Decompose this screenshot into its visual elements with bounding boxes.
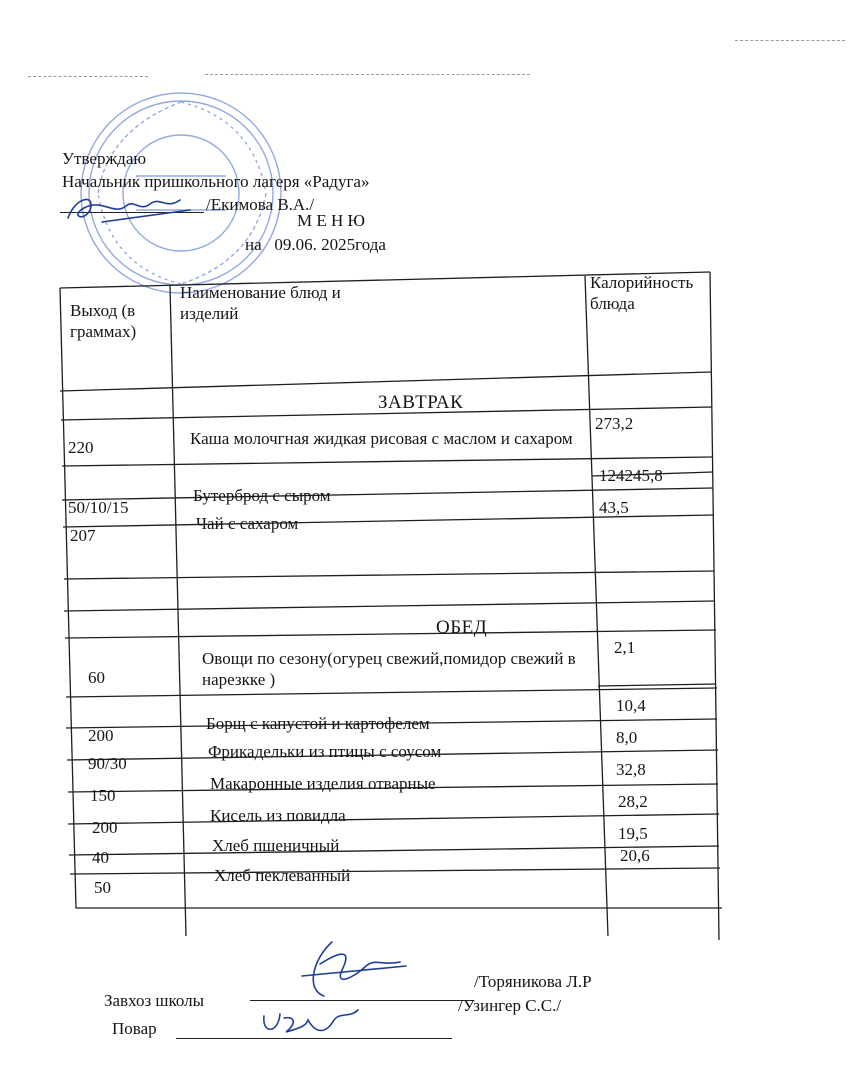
breakfast-row-name: Бутерброд с сыром <box>193 486 331 505</box>
approver-name: /Екимова В.А./ <box>206 195 315 214</box>
lunch-row-calories: 28,2 <box>618 792 648 811</box>
document-title: М Е Н Ю <box>297 211 365 230</box>
header-dish-name: Наименование блюд и изделий <box>180 283 341 324</box>
breakfast-row-yield: 207 <box>70 526 96 545</box>
lunch-row-name: Фрикадельки из птицы с соусом <box>208 742 442 761</box>
lunch-row-yield: 200 <box>92 818 118 837</box>
cook-signature <box>256 994 366 1049</box>
lunch-row-calories: 32,8 <box>616 760 646 779</box>
lunch-row-yield: 60 <box>88 668 105 687</box>
lunch-row-yield: 90/30 <box>88 754 127 773</box>
lunch-row-name: Хлеб пеклеванный <box>214 866 351 885</box>
scan-edge-line <box>735 40 845 41</box>
lunch-row-name: Хлеб пшеничный <box>212 836 340 855</box>
lunch-row-calories: 20,6 <box>620 846 650 865</box>
breakfast-row-name: Чай с сахаром <box>196 514 299 533</box>
breakfast-row-yield: 220 <box>68 438 94 457</box>
lunch-row-yield: 50 <box>94 878 111 897</box>
section-breakfast-title: ЗАВТРАК <box>378 392 464 413</box>
cook-name: /Узингер С.С./ <box>458 996 562 1015</box>
approver-position: Начальник пришкольного лагеря «Радуга» <box>62 172 370 191</box>
supply-manager-label: Завхоз школы <box>104 991 205 1010</box>
breakfast-row-calories: 273,2 <box>595 414 634 433</box>
breakfast-row-calories: 124245,8 <box>599 466 663 485</box>
supply-manager-name: /Торяникова Л.Р <box>474 972 592 991</box>
breakfast-row-calories: 43,5 <box>599 498 629 517</box>
lunch-row-yield: 40 <box>92 848 109 867</box>
approver-signature <box>62 186 202 236</box>
scan-edge-line <box>205 74 530 75</box>
menu-date: на 09.06. 2025года <box>245 235 386 254</box>
lunch-row-name: Кисель из повидла <box>210 806 346 825</box>
lunch-row-name: Макаронные изделия отварные <box>210 774 436 793</box>
cook-label: Повар <box>112 1019 157 1038</box>
header-yield: Выход (в граммах) <box>70 301 137 342</box>
breakfast-row-yield: 50/10/15 <box>68 498 129 517</box>
lunch-row-calories: 19,5 <box>618 824 648 843</box>
breakfast-row-name: Каша молочгная жидкая рисовая с маслом и сахаром <box>190 429 573 448</box>
lunch-row-name: Борщ с капустой и картофелем <box>206 714 430 733</box>
section-lunch-title: ОБЕД <box>436 617 488 638</box>
header-calories: Калорийность блюда <box>590 273 694 314</box>
menu-table <box>58 268 722 940</box>
lunch-row-calories: 2,1 <box>614 638 636 657</box>
lunch-row-calories: 10,4 <box>616 696 646 715</box>
lunch-row-yield: 200 <box>88 726 114 745</box>
lunch-row-yield: 150 <box>90 786 116 805</box>
scan-edge-line <box>28 76 148 77</box>
approval-label: Утверждаю <box>62 149 147 168</box>
lunch-row-calories: 8,0 <box>616 728 638 747</box>
lunch-row-name: Овощи по сезону(огурец свежий,помидор свежий в нарезкке ) <box>202 649 576 690</box>
